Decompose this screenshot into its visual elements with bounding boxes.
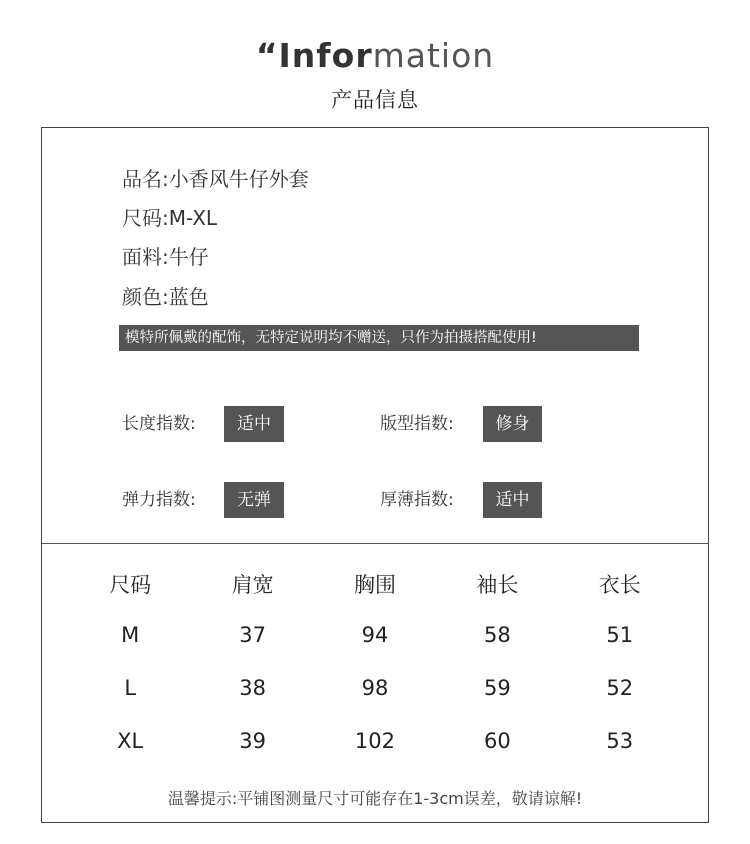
thickness-index-value: 适中: [483, 482, 542, 518]
table-row: [69, 661, 681, 714]
accessory-notice: 模特所佩戴的配饰，无特定说明均不赠送，只作为拍摄搭配使用!: [119, 325, 639, 351]
size-table: [69, 560, 681, 767]
elastic-index-label: 弹力指数:: [122, 490, 196, 510]
title-cn: 产品信息: [331, 88, 419, 112]
product-color: 颜色:蓝色: [122, 285, 209, 309]
product-name: 品名:小香风牛仔外套: [122, 167, 309, 191]
table-cell: L: [124, 675, 137, 700]
elastic-index-value: 无弹: [224, 482, 284, 518]
length-index-value: 适中: [224, 406, 284, 442]
title-en: [0, 36, 750, 75]
table-cell: XL: [117, 728, 144, 753]
table-cell: 51: [606, 622, 634, 647]
table-cell: 94: [361, 622, 389, 647]
header-bust: 胸围: [353, 573, 396, 597]
product-fabric: 面料:牛仔: [122, 245, 209, 269]
table-cell: 102: [354, 728, 396, 753]
header-size: 尺码: [109, 573, 152, 597]
table-cell: 58: [484, 622, 511, 647]
thickness-index-label: 厚薄指数:: [380, 490, 454, 510]
table-cell: 98: [361, 675, 389, 700]
size-table-header: [69, 560, 681, 608]
fit-index-value: 修身: [483, 406, 542, 442]
table-cell: 60: [484, 728, 511, 753]
table-cell: 59: [484, 675, 511, 700]
measurement-tip: 温馨提示:平铺图测量尺寸可能存在1-3cm误差，敬请谅解!: [167, 789, 583, 808]
header-length: 衣长: [598, 573, 641, 597]
length-index-label: 长度指数:: [122, 414, 196, 434]
section-divider: [41, 543, 709, 544]
table-cell: 52: [606, 675, 634, 700]
title-light: mation: [372, 36, 495, 75]
header-shoulder: 肩宽: [231, 573, 274, 597]
title-bold: Infor: [278, 36, 373, 75]
table-row: [69, 714, 681, 767]
table-cell: 53: [606, 728, 634, 753]
product-size: 尺码:M-XL: [122, 206, 218, 230]
table-cell: 38: [239, 675, 266, 700]
header-sleeve: 袖长: [476, 573, 519, 597]
fit-index-label: 版型指数:: [380, 414, 454, 434]
table-row: [69, 608, 681, 661]
table-cell: 39: [239, 728, 266, 753]
title-quote: “: [255, 36, 279, 75]
table-cell: M: [121, 622, 140, 647]
table-cell: 37: [239, 622, 266, 647]
